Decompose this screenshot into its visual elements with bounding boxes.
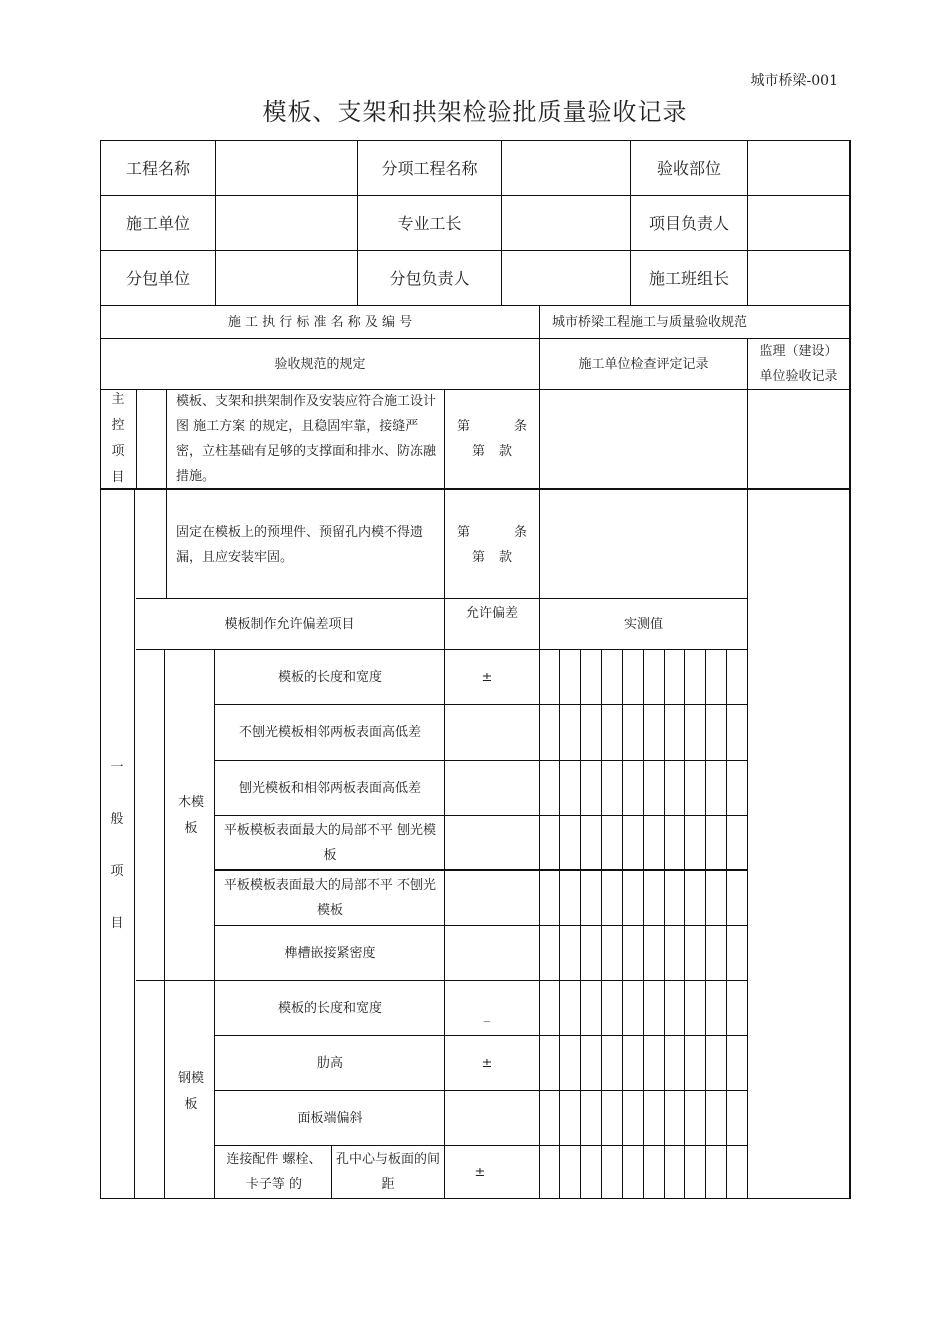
page-title: 模板、支架和拱架检验批质量验收记录 [262, 98, 688, 126]
general-clause [445, 518, 539, 572]
clause-word: 款 [498, 444, 512, 459]
clause-word: 第 [472, 550, 486, 565]
wood-item-allowed [445, 705, 529, 760]
wood-item-name: 模板的长度和宽度 [277, 669, 382, 685]
fitting-label: 连接配件 螺栓、卡子等 的 [226, 1152, 322, 1192]
fitting-allowed: ± [474, 1164, 486, 1180]
clause-word: 条 [513, 419, 527, 434]
wood-item-allowed [445, 761, 529, 815]
clause-word: 第 [472, 444, 486, 459]
general-char: 一 [110, 760, 124, 775]
spec-heading: 验收规范的规定 [274, 356, 366, 372]
wood-item-name: 平板模板表面最大的局部不平 刨光模板 [223, 822, 437, 863]
subproject-label: 分项工程名称 [381, 158, 478, 178]
general-label [107, 760, 127, 932]
supervisor-heading-line1: 监理（建设） [759, 344, 838, 359]
steel-item-name: 肋高 [316, 1055, 343, 1071]
wood-formwork-label: 木模板 [178, 795, 205, 836]
subcontractor-label: 分包单位 [125, 268, 190, 288]
wood-item-allowed [445, 816, 529, 869]
steel-item-name: 模板的长度和宽度 [277, 1000, 382, 1016]
wood-item-allowed: ± [481, 669, 493, 685]
steel-item-allowed [445, 1091, 529, 1145]
general-char: 般 [110, 812, 124, 827]
main-control-label [108, 391, 128, 487]
clause-word: 第 [457, 525, 471, 540]
contractor-record-heading: 施工单位检查评定记录 [578, 356, 709, 372]
steel-item-allowed: _ [483, 1007, 491, 1023]
document-code: 城市桥梁-001 [750, 73, 838, 89]
measured-heading: 实测值 [623, 616, 663, 632]
wood-item-allowed [445, 926, 529, 980]
standard-value: 城市桥梁工程施工与质量验收规范 [552, 314, 748, 330]
fitting-item-name: 孔中心与板面的间距 [336, 1152, 441, 1192]
sub-manager-label: 分包负责人 [389, 268, 470, 288]
clause-word: 款 [498, 550, 512, 565]
general-text: 固定在模板上的预埋件、预留孔内模不得遗漏，且应安装牢固。 [176, 525, 424, 565]
wood-item-name: 刨光模板和相邻两板表面高低差 [238, 780, 421, 796]
main-control-char: 目 [111, 470, 125, 485]
main-control-char: 控 [111, 418, 125, 433]
tolerance-heading: 模板制作允许偏差项目 [224, 616, 355, 632]
standard-label: 施 工 执 行 标 准 名 称 及 编 号 [227, 314, 413, 330]
main-control-char: 项 [111, 444, 125, 459]
steel-item-allowed: ± [481, 1055, 493, 1071]
steel-item-name: 面板端偏斜 [297, 1110, 363, 1126]
main-control-clause [445, 389, 539, 489]
main-control-char: 主 [111, 392, 125, 407]
wood-item-allowed [445, 871, 529, 925]
team-leader-label: 施工班组长 [648, 268, 729, 288]
supervisor-record-heading [748, 339, 849, 389]
wood-item-name: 平板模板表面最大的局部不平 不刨光模板 [223, 878, 437, 918]
wood-item-name: 榫槽嵌接紧密度 [284, 945, 376, 961]
general-char: 目 [110, 916, 124, 931]
steel-formwork-label: 钢模板 [178, 1071, 205, 1112]
contractor-label: 施工单位 [125, 213, 190, 233]
wood-item-name: 不刨光模板相邻两板表面高低差 [238, 725, 421, 740]
inspection-part-label: 验收部位 [656, 158, 721, 178]
project-manager-label: 项目负责人 [648, 213, 729, 233]
clause-word: 条 [513, 525, 527, 540]
allowed-heading: 允许偏差 [465, 605, 518, 621]
project-name-label: 工程名称 [125, 158, 190, 178]
clause-word: 第 [457, 419, 471, 434]
supervisor-heading-line2: 单位验收记录 [759, 369, 838, 384]
general-char: 项 [110, 864, 124, 879]
foreman-label: 专业工长 [397, 213, 462, 233]
main-control-text: 模板、支架和拱架制作及安装应符合施工设计图 施工方案 的规定，且稳固牢靠，接缝严密，立柱基础有足够的支撑面和排水、防冻融措施。 [176, 394, 437, 484]
